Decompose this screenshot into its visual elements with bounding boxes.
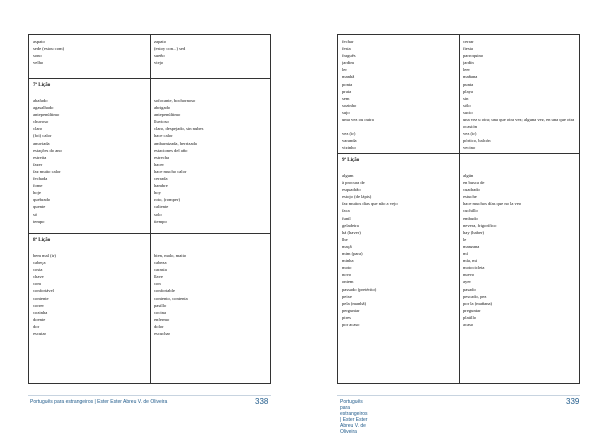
vocab-entry: contento, contenta bbox=[154, 295, 188, 301]
vocab-entry: mim (para) bbox=[342, 251, 363, 257]
vocab-entry: agasalhado bbox=[33, 105, 54, 111]
vocab-entry: mañana bbox=[463, 74, 478, 80]
vocab-entry: pires bbox=[342, 314, 351, 320]
vocab-entry: moto bbox=[342, 265, 352, 271]
vocab-entry: pasillo bbox=[154, 302, 167, 308]
column-divider bbox=[459, 35, 460, 383]
vocab-entry: pasado bbox=[463, 286, 476, 292]
top-block-pt bbox=[342, 38, 454, 152]
vocab-entry: escuchar bbox=[154, 331, 171, 337]
vocab-entry: acaso bbox=[463, 321, 474, 327]
vocab-entry: fome bbox=[33, 183, 43, 189]
vocab-entry: dolor bbox=[154, 323, 164, 329]
vocab-entry: abrigado bbox=[154, 105, 171, 111]
vocab-entry: por la (mañana) bbox=[463, 300, 493, 306]
vocab-entry: só bbox=[33, 211, 38, 217]
vocab-entry: lhe bbox=[342, 236, 348, 242]
vocab-entry: doente bbox=[33, 316, 46, 322]
vocab-entry: hacer bbox=[154, 161, 164, 167]
vocab-entry: faca bbox=[342, 208, 350, 214]
vocab-entry: sem bbox=[342, 95, 350, 101]
vocab-entry: vecino bbox=[463, 145, 476, 151]
vocab-entry: tiempo bbox=[154, 218, 167, 224]
lesson-7-title: 7ª Lição bbox=[33, 83, 51, 88]
vocab-entry: (foi) calor bbox=[33, 133, 52, 139]
vocab-entry: motocicleta bbox=[463, 265, 485, 271]
vocab-entry: cabeza bbox=[154, 260, 167, 266]
vocab-entry: bem mal (ir) bbox=[33, 253, 56, 258]
vocab-entry: embudo bbox=[463, 215, 478, 221]
vocab-entry: pescado, pez bbox=[463, 293, 487, 299]
vocab-entry: preguntar bbox=[463, 307, 481, 313]
vocab-entry: tempo bbox=[33, 218, 45, 224]
vocab-entry: vez (ir) bbox=[342, 131, 356, 137]
vocab-entry: quebrado bbox=[33, 197, 51, 203]
vocab-entry: varanda bbox=[342, 138, 357, 144]
vocab-entry: leer bbox=[463, 67, 470, 73]
vocab-entry: praia bbox=[342, 88, 352, 94]
vocab-entry: solo bbox=[154, 211, 162, 217]
vocab-entry: cuadrado bbox=[463, 187, 480, 193]
vocab-entry: velho bbox=[33, 60, 44, 66]
vocab-entry: mía, mi bbox=[463, 258, 478, 264]
vocab-entry: con bbox=[154, 281, 161, 287]
vocab-entry: jardín bbox=[463, 60, 474, 66]
vocab-entry: minha bbox=[342, 258, 354, 264]
vocab-entry: sede (estou com) bbox=[33, 46, 65, 52]
vocab-entry: sono bbox=[33, 53, 42, 59]
vocab-entry: costa bbox=[33, 267, 43, 273]
footer-text: Português para estrangeiros | Ester Ester Abreu V. de Oliveira bbox=[30, 399, 168, 405]
vocab-entry: caliente bbox=[154, 204, 169, 210]
vocab-entry: zapato bbox=[154, 39, 166, 44]
vocab-entry: há (haver) bbox=[342, 229, 361, 235]
vocab-entry: hay (haber) bbox=[463, 229, 485, 235]
vocab-entry: jardim bbox=[342, 60, 354, 66]
vocab-entry: sozinho bbox=[342, 102, 357, 108]
vocab-entry: ambarnizada, herrizada bbox=[154, 140, 197, 146]
vocab-entry: bien, malo, maito bbox=[154, 253, 187, 258]
vocab-entry: algún bbox=[463, 173, 474, 178]
vocab-entry: carasta bbox=[154, 267, 167, 273]
vocab-entry: quente bbox=[33, 204, 46, 210]
lesson-9-es bbox=[463, 172, 575, 328]
vocab-entry: estaciones del año bbox=[154, 147, 188, 153]
vocab-entry: estuche bbox=[463, 194, 477, 200]
vocab-entry: novo bbox=[342, 272, 352, 278]
vocab-entry: fechar bbox=[342, 39, 354, 44]
vocab-entry: contente bbox=[33, 295, 49, 301]
vocab-entry bbox=[342, 123, 454, 130]
vocab-entry: uma vez ou outra bbox=[342, 117, 374, 123]
vocab-entry: cabeça bbox=[33, 260, 46, 266]
vocab-entry: parroquino bbox=[463, 53, 484, 59]
vocab-entry: ler bbox=[342, 67, 347, 73]
vocab-entry: por acaso bbox=[342, 321, 360, 327]
vocab-entry: hoje bbox=[33, 190, 41, 196]
vocab-entry: platillo bbox=[463, 314, 477, 320]
vocab-entry: manzana bbox=[463, 243, 480, 249]
vocab-entry: fazer bbox=[33, 161, 43, 167]
vocab-entry: antepenúltimo bbox=[33, 112, 60, 118]
vocab-entry: hambre bbox=[154, 183, 168, 189]
lesson-9-pt bbox=[342, 172, 454, 328]
lesson-8-title: 8ª Lição bbox=[33, 238, 51, 243]
page-number: 338 bbox=[255, 397, 269, 406]
vocab-entry: à procura de bbox=[342, 180, 365, 186]
vocab-entry: cerrar bbox=[463, 39, 474, 44]
vocab-entry: claro bbox=[33, 126, 43, 132]
vocab-entry: sueño bbox=[154, 53, 165, 59]
vocab-entry: cerrada bbox=[154, 176, 168, 182]
vocab-entry: punta bbox=[463, 81, 474, 87]
vocab-entry: sólo bbox=[463, 102, 471, 108]
vocab-entry: nevera, frigorífico bbox=[463, 222, 497, 228]
vocab-entry: geladeira bbox=[342, 222, 359, 228]
vocab-entry: sofocante, bochornoso bbox=[154, 98, 196, 103]
vocab-entry: una vez u otra; una que otra vez; alguna vez, en una que otra ocasión bbox=[463, 117, 575, 130]
vocab-entry: sucio bbox=[463, 109, 473, 115]
vocab-entry: ayer bbox=[463, 279, 471, 285]
vocab-entry: peixe bbox=[342, 293, 352, 299]
vocab-entry: estojo (de lápis) bbox=[342, 194, 372, 200]
vocab-entry: vez (ir) bbox=[463, 131, 477, 137]
row-divider bbox=[338, 153, 579, 154]
vocab-entry: confortável bbox=[33, 288, 54, 294]
vocab-entry: (estoy con...) sed bbox=[154, 46, 186, 52]
vocab-entry: estreita bbox=[33, 154, 47, 160]
vocab-entry: cocina bbox=[154, 309, 166, 315]
vocab-entry: fechada bbox=[33, 176, 48, 182]
top-block-es bbox=[463, 38, 575, 152]
vocab-entry: maçã bbox=[342, 243, 352, 249]
vocab-entry: festa bbox=[342, 46, 351, 52]
vocab-entry: hace muchos días que no la veo bbox=[463, 201, 522, 207]
vocab-entry: ponta bbox=[342, 81, 353, 87]
vocab-entry: escutar bbox=[33, 331, 47, 337]
vocab-entry: esquadrão bbox=[342, 187, 361, 193]
vocab-entry: estações do ano bbox=[33, 147, 62, 153]
vocab-entry: en busca de bbox=[463, 180, 485, 186]
vocab-entry: correr bbox=[33, 302, 44, 308]
vocab-entry: aspato bbox=[33, 39, 45, 44]
vocab-entry: cuchillo bbox=[463, 208, 478, 214]
vocab-entry: cozinha bbox=[33, 309, 48, 315]
vocab-entry: pela (manhã) bbox=[342, 300, 367, 306]
vocab-entry: chave bbox=[33, 274, 44, 280]
vocab-entry: llave bbox=[154, 274, 163, 280]
vocab-entry: manhã bbox=[342, 74, 355, 80]
vocab-entry: com bbox=[33, 281, 41, 287]
vocab-entry: claro, despejado, sin nubes bbox=[154, 126, 204, 132]
vocab-entry: ontem bbox=[342, 279, 354, 285]
vocab-entry: estrecha bbox=[154, 154, 170, 160]
vocab-entry: antepenúltimo bbox=[154, 112, 181, 118]
vocab-entry: faz muito calor bbox=[33, 168, 61, 174]
vocab-entry: faz muitos dias que não a vejo bbox=[342, 201, 398, 207]
vocab-entry: anuviada bbox=[33, 140, 50, 146]
vocab-entry: confortable bbox=[154, 288, 175, 294]
vocab-entry: fraguês bbox=[342, 53, 356, 59]
vocab-entry: enfermo bbox=[154, 316, 170, 322]
vocab-entry: vizinho bbox=[342, 145, 356, 151]
vocab-entry: perguntar bbox=[342, 307, 360, 313]
footer-rule bbox=[337, 395, 580, 396]
vocab-entry: fiesta bbox=[463, 46, 473, 52]
vocab-entry: funil bbox=[342, 215, 351, 221]
vocab-table-right bbox=[337, 34, 580, 384]
vocab-entry: nuevo bbox=[463, 272, 475, 278]
vocab-entry: lluvioso bbox=[154, 119, 169, 125]
vocab-entry: playa bbox=[463, 88, 473, 94]
vocab-entry: sujo bbox=[342, 109, 350, 115]
vocab-entry: passado (pretérito) bbox=[342, 286, 377, 292]
vocab-entry: pórtico, balcón bbox=[463, 138, 491, 144]
lesson-9-title: 9ª Lição bbox=[342, 158, 360, 163]
vocab-entry: abafado bbox=[33, 98, 48, 103]
vocab-entry: sin bbox=[463, 95, 469, 101]
vocab-entry: le bbox=[463, 236, 467, 242]
vocab-entry: chuvoso bbox=[33, 119, 49, 125]
page-number: 339 bbox=[566, 397, 580, 406]
vocab-entry: hace calor bbox=[154, 133, 173, 139]
vocab-entry: roto, (romper) bbox=[154, 197, 181, 203]
vocab-entry: mí bbox=[463, 251, 468, 257]
footer-text: Português para estrangeiros | Ester Ester Abreu V. de Oliveira bbox=[340, 399, 368, 435]
vocab-entry: hace mucho calor bbox=[154, 168, 187, 174]
vocab-entry: hoy bbox=[154, 190, 161, 196]
vocab-entry: algum bbox=[342, 173, 354, 178]
vocab-entry: viejo bbox=[154, 60, 164, 66]
vocab-entry: dor bbox=[33, 323, 40, 329]
